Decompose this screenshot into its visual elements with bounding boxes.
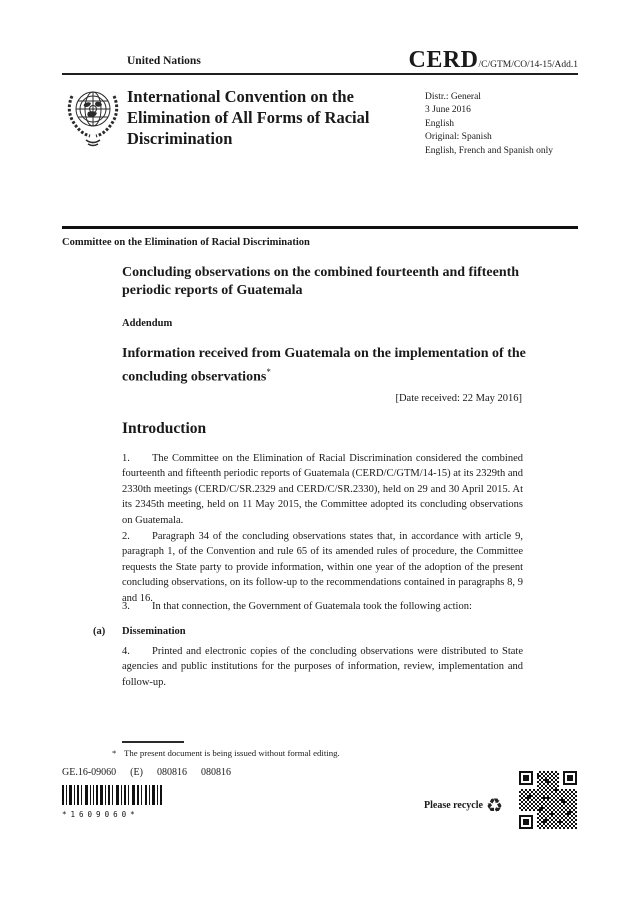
paragraph-3 [122,599,523,614]
paragraph-3-number: 3. [122,601,130,612]
job-number-line [62,767,245,778]
ge-date-1: 080816 [156,767,187,778]
doc-symbol [408,47,578,74]
introduction-heading: Introduction [122,420,207,437]
paragraph-2-number: 2. [122,531,130,542]
org-name: United Nations [127,55,201,67]
subreport-title-text: Information received from Guatemala on the implementation of the concluding observations [122,346,526,385]
subsection-a-heading: Dissemination [122,626,186,637]
ge-lang: (E) [130,767,143,778]
date-received: [Date received: 22 May 2016] [395,393,522,404]
paragraph-2-text: Paragraph 34 of the concluding observations states that, in accordance with article 9, paragraph 1, of the Convention and rule 65 of its amended rules of procedure, the Committee requests the State party to provide information, within one year of the adoption of the present concluding observations, on its follow-up to the recommendations contained in paragraphs 8, 9 and 16. [122,531,523,604]
barcode-image [62,785,162,805]
distr-language: English [425,118,455,129]
convention-title: International Convention on the Elimination of All Forms of Racial Discrimination [127,87,370,148]
distr-original: Original: Spanish [425,132,492,143]
paragraph-2 [122,529,523,606]
footnote-reference: * [266,367,271,377]
barcode-digits: *1609060* [62,810,139,819]
qr-code [519,771,577,829]
paragraph-3-text: In that connection, the Government of Guatemala took the following action: [152,601,472,612]
ge-date-2: 080816 [200,767,231,778]
distr-date: 3 June 2016 [425,105,471,116]
un-emblem-icon [62,82,124,152]
barcode [62,785,162,819]
footnote [112,748,522,758]
paragraph-4 [122,644,523,690]
distr-languages-note: English, French and Spanish only [425,145,553,156]
section-divider [62,226,578,229]
masthead-divider [62,73,578,75]
distr-line: Distr.: General [425,92,481,102]
doc-symbol-suffix: /C/GTM/CO/14-15/Add.1 [478,60,578,70]
paragraph-1-number: 1. [122,453,130,464]
paragraph-4-text: Printed and electronic copies of the concluding observations were distributed to State agencies and public institutions for the purposes of information, review, implementation and follow-up. [122,646,523,688]
subreport-title [122,345,542,387]
paragraph-1 [122,451,523,528]
ge-number: GE.16-09060 [62,767,117,778]
footnote-divider [122,741,184,743]
addendum-label: Addendum [122,318,173,329]
committee-heading: Committee on the Elimination of Racial Discrimination [62,237,310,248]
report-title: Concluding observations on the combined fourteenth and fifteenth periodic reports of Guatemala [122,265,520,298]
recycle-note [424,795,503,817]
paragraph-4-number: 4. [122,646,130,657]
footnote-marker: * [112,748,117,758]
footnote-text: The present document is being issued without formal editing. [124,748,340,758]
subsection-a-label: (a) [93,626,106,637]
recycle-icon: ♻ [485,795,503,817]
paragraph-1-text: The Committee on the Elimination of Racial Discrimination considered the combined fourteenth and fifteenth periodic reports of Guatemala (CERD/C/GTM/14-15) at its 2329th and 2330th meetings (CERD/C/SR.2329 and CERD/C/SR.2330), held on 29 and 30 April 2015. At its 2345th meeting, held on 11 May 2015, the Committee adopted its concluding observations on Guatemala. [122,453,523,526]
doc-symbol-main: CERD [408,47,479,73]
recycle-label: Please recycle [424,800,483,811]
distribution-block [425,91,580,158]
